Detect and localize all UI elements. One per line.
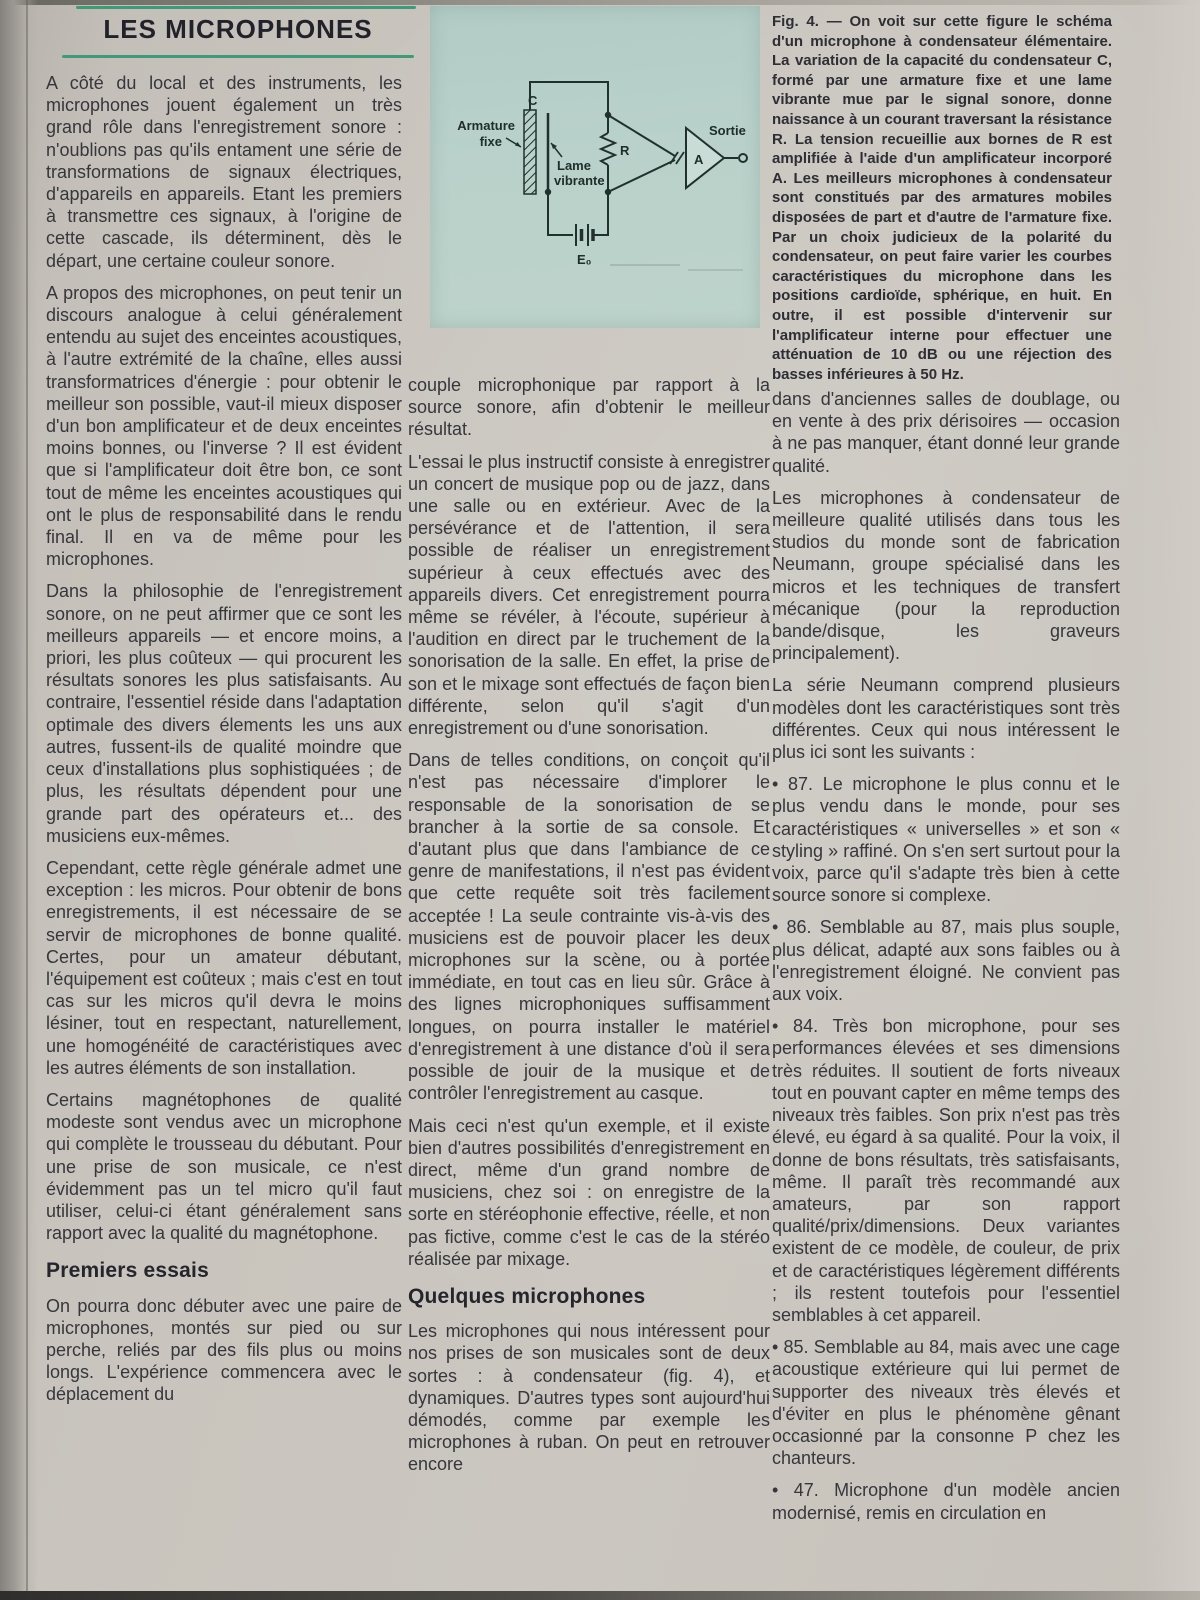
bullet-item-84: • 84. Très bon microphone, pour ses performances élevées et ses dimensions très réduites. Il soutient de forts niveaux tout en pouvant capter en même temps des niveaux très faibles. Son prix n'est pas très élevé, eu égard à sa qualité. Pour la voix, il donne de bons résultats, très satisfaisants, même. Il paraît très recommandé aux amateurs, par son rapport qualité/prix/dimensions. Deux variantes existent de ce modèle, de couleur, de prix et de caractéristiques légèrement différents ; ils restent toutefois pour l'essentiel semblables à cet appareil. xyxy=(772,1016,1120,1325)
paragraph: Dans de telles conditions, on conçoit qu'il n'est pas nécessaire d'implorer le responsable de la sonorisation de se brancher à la sortie de sa console. Et d'autant plus que dans l'ambiance de ce genre de manifestations, il n'est pas évident que cette requête soit très facilement acceptée ! La seule contrainte vis-à-vis des musiciens est de pouvoir placer les deux microphones sur la scène, ou à portée immédiate, en tout cas en lieu sûr. Grâce à des lignes microphoniques suffisamment longues, on pourra installer le matériel d'enregistrement à une distance d'où il sera possible de jouir de la musique et de contrôler l'enregistrement au casque. xyxy=(408,750,770,1104)
section-heading-quelques-microphones: Quelques microphones xyxy=(408,1284,646,1308)
figure-panel xyxy=(430,6,760,328)
scan-edge-right xyxy=(1140,0,1200,1600)
lame-vibrante-label-1: Lame xyxy=(557,158,591,173)
paragraph: A côté du local et des instruments, les microphones jouent également un très grand rôle dans l'enregistrement sonore : n'oublions pas qu'ils entament une série de transformations de signaux électriques, d'appareils en appareils. Etant les premiers à transmettre ces signaux, à l'origine de cette cascade, ils déterminent, dès le départ, une certaine couleur sonore. xyxy=(46,73,402,271)
battery-symbol xyxy=(576,224,593,246)
green-rule-top xyxy=(76,6,416,9)
column-2 xyxy=(408,374,770,1486)
wire-to-amp-top xyxy=(608,115,675,156)
output-label: Sortie xyxy=(709,123,746,138)
wire-top xyxy=(530,82,608,115)
wire-bottom-left xyxy=(548,192,573,235)
column-1 xyxy=(46,72,402,1416)
page-title: LES MICROPHONES xyxy=(103,14,373,44)
lame-vibrante-label-2: vibrante xyxy=(554,173,605,188)
paragraph: couple microphonique par rapport à la source sonore, afin d'obtenir le meilleur résultat. xyxy=(408,375,770,440)
armature-fixe-label-2: fixe xyxy=(479,134,502,149)
paragraph: dans d'anciennes salles de doublage, ou en vente à des prix dérisoires — occasion à ne pas manquer, étant donné leur grande qualité. xyxy=(772,389,1120,476)
bullet-item-47: • 47. Microphone d'un modèle ancien modernisé, remis en circulation en xyxy=(772,1480,1120,1523)
armature-fixe-label-1: Armature xyxy=(457,118,515,133)
wire-bottom-right xyxy=(593,192,608,235)
paragraph: Mais ceci n'est qu'un exemple, et il existe bien d'autres possibilités d'enregistrement en direct, même d'un grand nombre de musiciens, chez soi : on enregistre de la sorte en stéréophonie effective, réelle, et non pas fictive, comme c'est le cas de la stéréo réalisée par mixage. xyxy=(408,1115,770,1269)
lame-arrowhead xyxy=(551,143,557,149)
paragraph: Les microphones à condensateur de meilleure qualité utilisés dans tous les studios du monde sont de fabrication Neumann, groupe spécialisé dans les micros et les techniques de transfert mécanique (pour la reproduction bande/disque, les graveurs principalement). xyxy=(772,487,1120,664)
scan-edge-left xyxy=(0,0,38,1600)
resistor-r xyxy=(601,133,615,165)
paragraph: Cependant, cette règle générale admet une exception : les micros. Pour obtenir de bons enregistrements, il est nécessaire de se servir de microphones de bonne qualité. Certes, pour un amateur débutant, l'équipement est coûteux ; mais c'est en tout cas sur les micros qu'il devra le moins lésiner, tout en respectant, naturellement, une homogénéité de caractéristiques avec les autres éléments de son installation. xyxy=(46,857,402,1078)
scan-edge-bottom xyxy=(0,1591,1200,1600)
resistor-label: R xyxy=(620,143,630,158)
armature-arrowhead xyxy=(515,142,521,147)
output-terminal xyxy=(739,154,747,162)
bullet-item-86: • 86. Semblable au 87, mais plus souple, plus délicat, adapté aux sons faibles ou à l'enregistrement éloigné. Ne convient pas aux voix. xyxy=(772,917,1120,1005)
bullet-item-85: • 85. Semblable au 84, mais avec une cage acoustique extérieure qui lui permet de supporter des niveaux très élevés et d'éviter en plus le phénomène gênant occasionné par la consonne P chez les chanteurs. xyxy=(772,1337,1120,1469)
print-artifact xyxy=(688,269,743,271)
battery-label: E₀ xyxy=(577,252,592,267)
figure-caption: Fig. 4. — On voit sur cette figure le schéma d'un microphone à condensateur élémentaire. La variation de la capacité du condensateur C, formé par une armature fixe et une lame vibrante mue par le signal sonore, donne naissance à un courant traversant la résistance R. La tension recueillie aux bornes de R est amplifiée à l'aide d'un amplificateur incorporé A. Les meilleurs microphones à condensateur sont constitués par des armatures mobiles disposées de part et d'autre de l'armature fixe. Par un choix judicieux de la polarité du condensateur, on peut faire varier les courbes caractéristiques du microphone dans les positions cardioïde, sphérique, en huit. En outre, il est possible d'intervenir sur l'amplificateur interne pour effectuer une atténuation de 10 dB ou une réjection des basses inférieures à 50 Hz. xyxy=(772,13,1112,383)
wire-to-amp-bottom xyxy=(608,160,675,192)
paragraph: Dans la philosophie de l'enregistrement sonore, on ne peut affirmer que ce sont les meilleurs appareils — et encore moins, a priori, les plus coûteux — qui procurent les résultats sonores les plus satisfaisants. Au contraire, l'essentiel réside dans l'adaptation optimale des divers élements les uns aux autres, fussent-ils de qualité moindre que ceux d'installations plus sophistiquées ; de plus, les résultats dépendent pour une grande part des opérateurs et... des musiciens eux-mêmes. xyxy=(46,581,402,846)
scan-edge-top xyxy=(0,0,1200,5)
paragraph: Certains magnétophones de qualité modeste sont vendus avec un microphone qui complète le trousseau du débutant. Pour une prise de son musicale, ce n'est évidemment pas un tel micro qu'il faut utiliser, celui-ci étant généralement sans rapport avec la qualité du magnétophone. xyxy=(46,1089,402,1244)
armature-fixe-plate xyxy=(524,110,536,194)
section-heading-premiers-essais: Premiers essais xyxy=(46,1259,209,1283)
paragraph: L'essai le plus instructif consiste à enregistrer un concert de musique pop ou de jazz, dans une salle ou en extérieur. Avec de la persévérance et de l'attention, il sera possible de réaliser un enregistrement supérieur à ceux effectués avec des appareils divers. Cet enregistrement pourra même se révéler, à l'écoute, supérieur à l'audition en direct par le truchement de la sonorisation de la salle. En effet, la prise de son et le mixage sont effectués de façon bien différente, selon qu'il s'agit d'un enregistrement ou d'une sonorisation. xyxy=(408,451,770,739)
green-rule-bottom xyxy=(62,55,414,58)
paragraph: La série Neumann comprend plusieurs modèles dont les caractéristiques sont très différentes. Ceux qui nous intéressent le plus ici sont les suivants : xyxy=(772,675,1120,763)
capacitor-label: C xyxy=(528,93,538,108)
bullet-item-87: • 87. Le microphone le plus connu et le plus vendu dans le monde, pour ses caractéristiques « universelles » et son « styling » raffiné. On s'en sert surtout pour la voix, parce qu'il s'adapte très bien à cette source sonore si complexe. xyxy=(772,774,1120,906)
amplifier-label: A xyxy=(694,152,704,167)
paragraph: On pourra donc débuter avec une paire de microphones, montés sur pied ou sur perche, reliés par des fils plus ou moins longs. L'expérience commencera avec le déplacement du xyxy=(46,1295,402,1405)
paragraph: A propos des microphones, on peut tenir un discours analogue à celui généralement entendu au sujet des enceintes acoustiques, à l'autre extrémité de la chaîne, elles aussi transformatrices d'énergie : pour obtenir le meilleur son possible, vaut-il mieux disposer d'un bon amplificateur et de deux enceintes moins bonnes, ou l'inverse ? Il est évident que si l'amplificateur doit être bon, ce sont tout de même les enceintes acoustiques qui ont le plus de responsabilité dans le rendu final. Il en va de même pour les microphones. xyxy=(46,282,402,570)
column-3 xyxy=(772,388,1120,1534)
condenser-mic-schematic xyxy=(430,6,760,328)
paragraph: Les microphones qui nous intéressent pour nos prises de son musicales sont de deux sortes : à condensateur (fig. 4), et dynamiques. D'autres types sont aujourd'hui démodés, comme par exemple les microphones à ruban. On peut en retrouver encore xyxy=(408,1321,770,1475)
print-artifact xyxy=(610,264,680,266)
